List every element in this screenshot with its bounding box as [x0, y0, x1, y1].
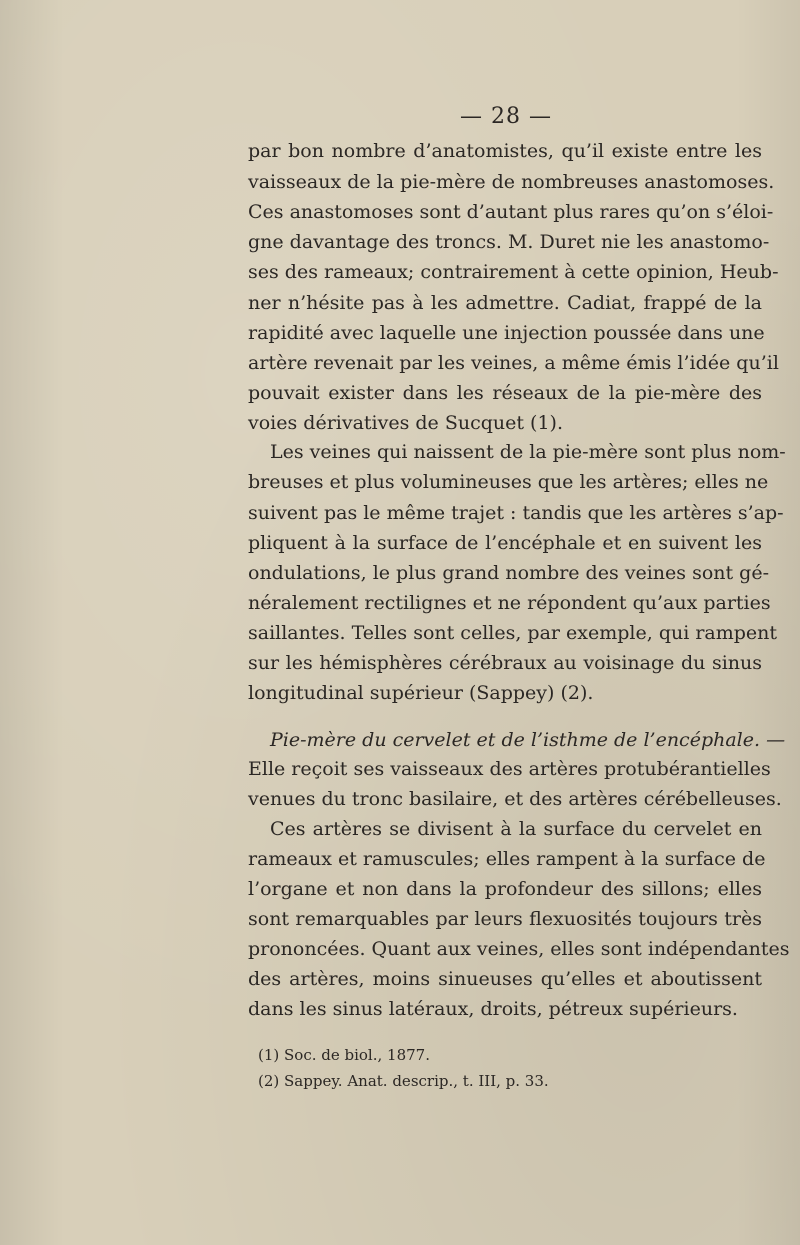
text-line: Elle reçoit ses vaisseaux des artères protubérantielles — [248, 758, 771, 780]
text-line: Ces anastomoses sont d’autant plus rares qu’on s’éloi- — [248, 201, 774, 223]
text-line: Ces artères se divisent à la surface du cervelet en — [270, 818, 762, 840]
text-line: pliquent à la surface de l’encéphale et en suivent les — [248, 532, 762, 554]
text-line: rameaux et ramuscules; elles rampent à la surface de — [248, 848, 766, 870]
text-line: sont remarquables par leurs flexuosités toujours très — [248, 908, 762, 930]
text-line: voies dérivatives de Sucquet (1). — [248, 412, 564, 434]
footnote: (1) Soc. de biol., 1877. — [258, 1046, 430, 1064]
text-line: des artères, moins sinueuses qu’elles et aboutissent — [248, 968, 762, 990]
page-number: — 28 — — [460, 104, 552, 129]
text-line: saillantes. Telles sont celles, par exemple, qui rampent — [248, 622, 778, 644]
text-line: Les veines qui naissent de la pie-mère sont plus nom- — [270, 441, 786, 463]
text-line: venues du tronc basilaire, et des artères cérébelleuses. — [248, 788, 782, 810]
text-line: rapidité avec laquelle une injection poussée dans une — [248, 322, 765, 344]
text-line: ses des rameaux; contrairement à cette opinion, Heub- — [248, 261, 779, 283]
text-line: longitudinal supérieur (Sappey) (2). — [248, 682, 594, 704]
text-line: suivent pas le même trajet : tandis que les artères s’ap- — [248, 502, 784, 524]
text-line: pouvait exister dans les réseaux de la pie-mère des — [248, 382, 762, 404]
text-line: gne davantage des troncs. M. Duret nie les anastomo- — [248, 231, 770, 253]
text-line: néralement rectilignes et ne répondent qu’aux parties — [248, 592, 771, 614]
footnote: (2) Sappey. Anat. descrip., t. III, p. 33. — [258, 1072, 549, 1090]
text-line: prononcées. Quant aux veines, elles sont indépendantes — [248, 938, 790, 960]
text-line: par bon nombre d’anatomistes, qu’il existe entre les — [248, 140, 762, 162]
text-line: breuses et plus volumineuses que les artères; elles ne — [248, 471, 769, 493]
text-line: dans les sinus latéraux, droits, pétreux supérieurs. — [248, 998, 738, 1020]
text-line: artère revenait par les veines, a même émis l’idée qu’il — [248, 352, 779, 374]
text-line: ner n’hésite pas à les admettre. Cadiat, frappé de la — [248, 292, 762, 314]
text-line: ondulations, le plus grand nombre des veines sont gé- — [248, 562, 770, 584]
text-line: vaisseaux de la pie-mère de nombreuses anastomoses. — [248, 171, 775, 193]
text-line: sur les hémisphères cérébraux au voisinage du sinus — [248, 652, 762, 674]
text-line: l’organe et non dans la profondeur des sillons; elles — [248, 878, 762, 900]
section-heading: Pie-mère du cervelet et de l’isthme de l’encéphale. — — [270, 729, 786, 751]
